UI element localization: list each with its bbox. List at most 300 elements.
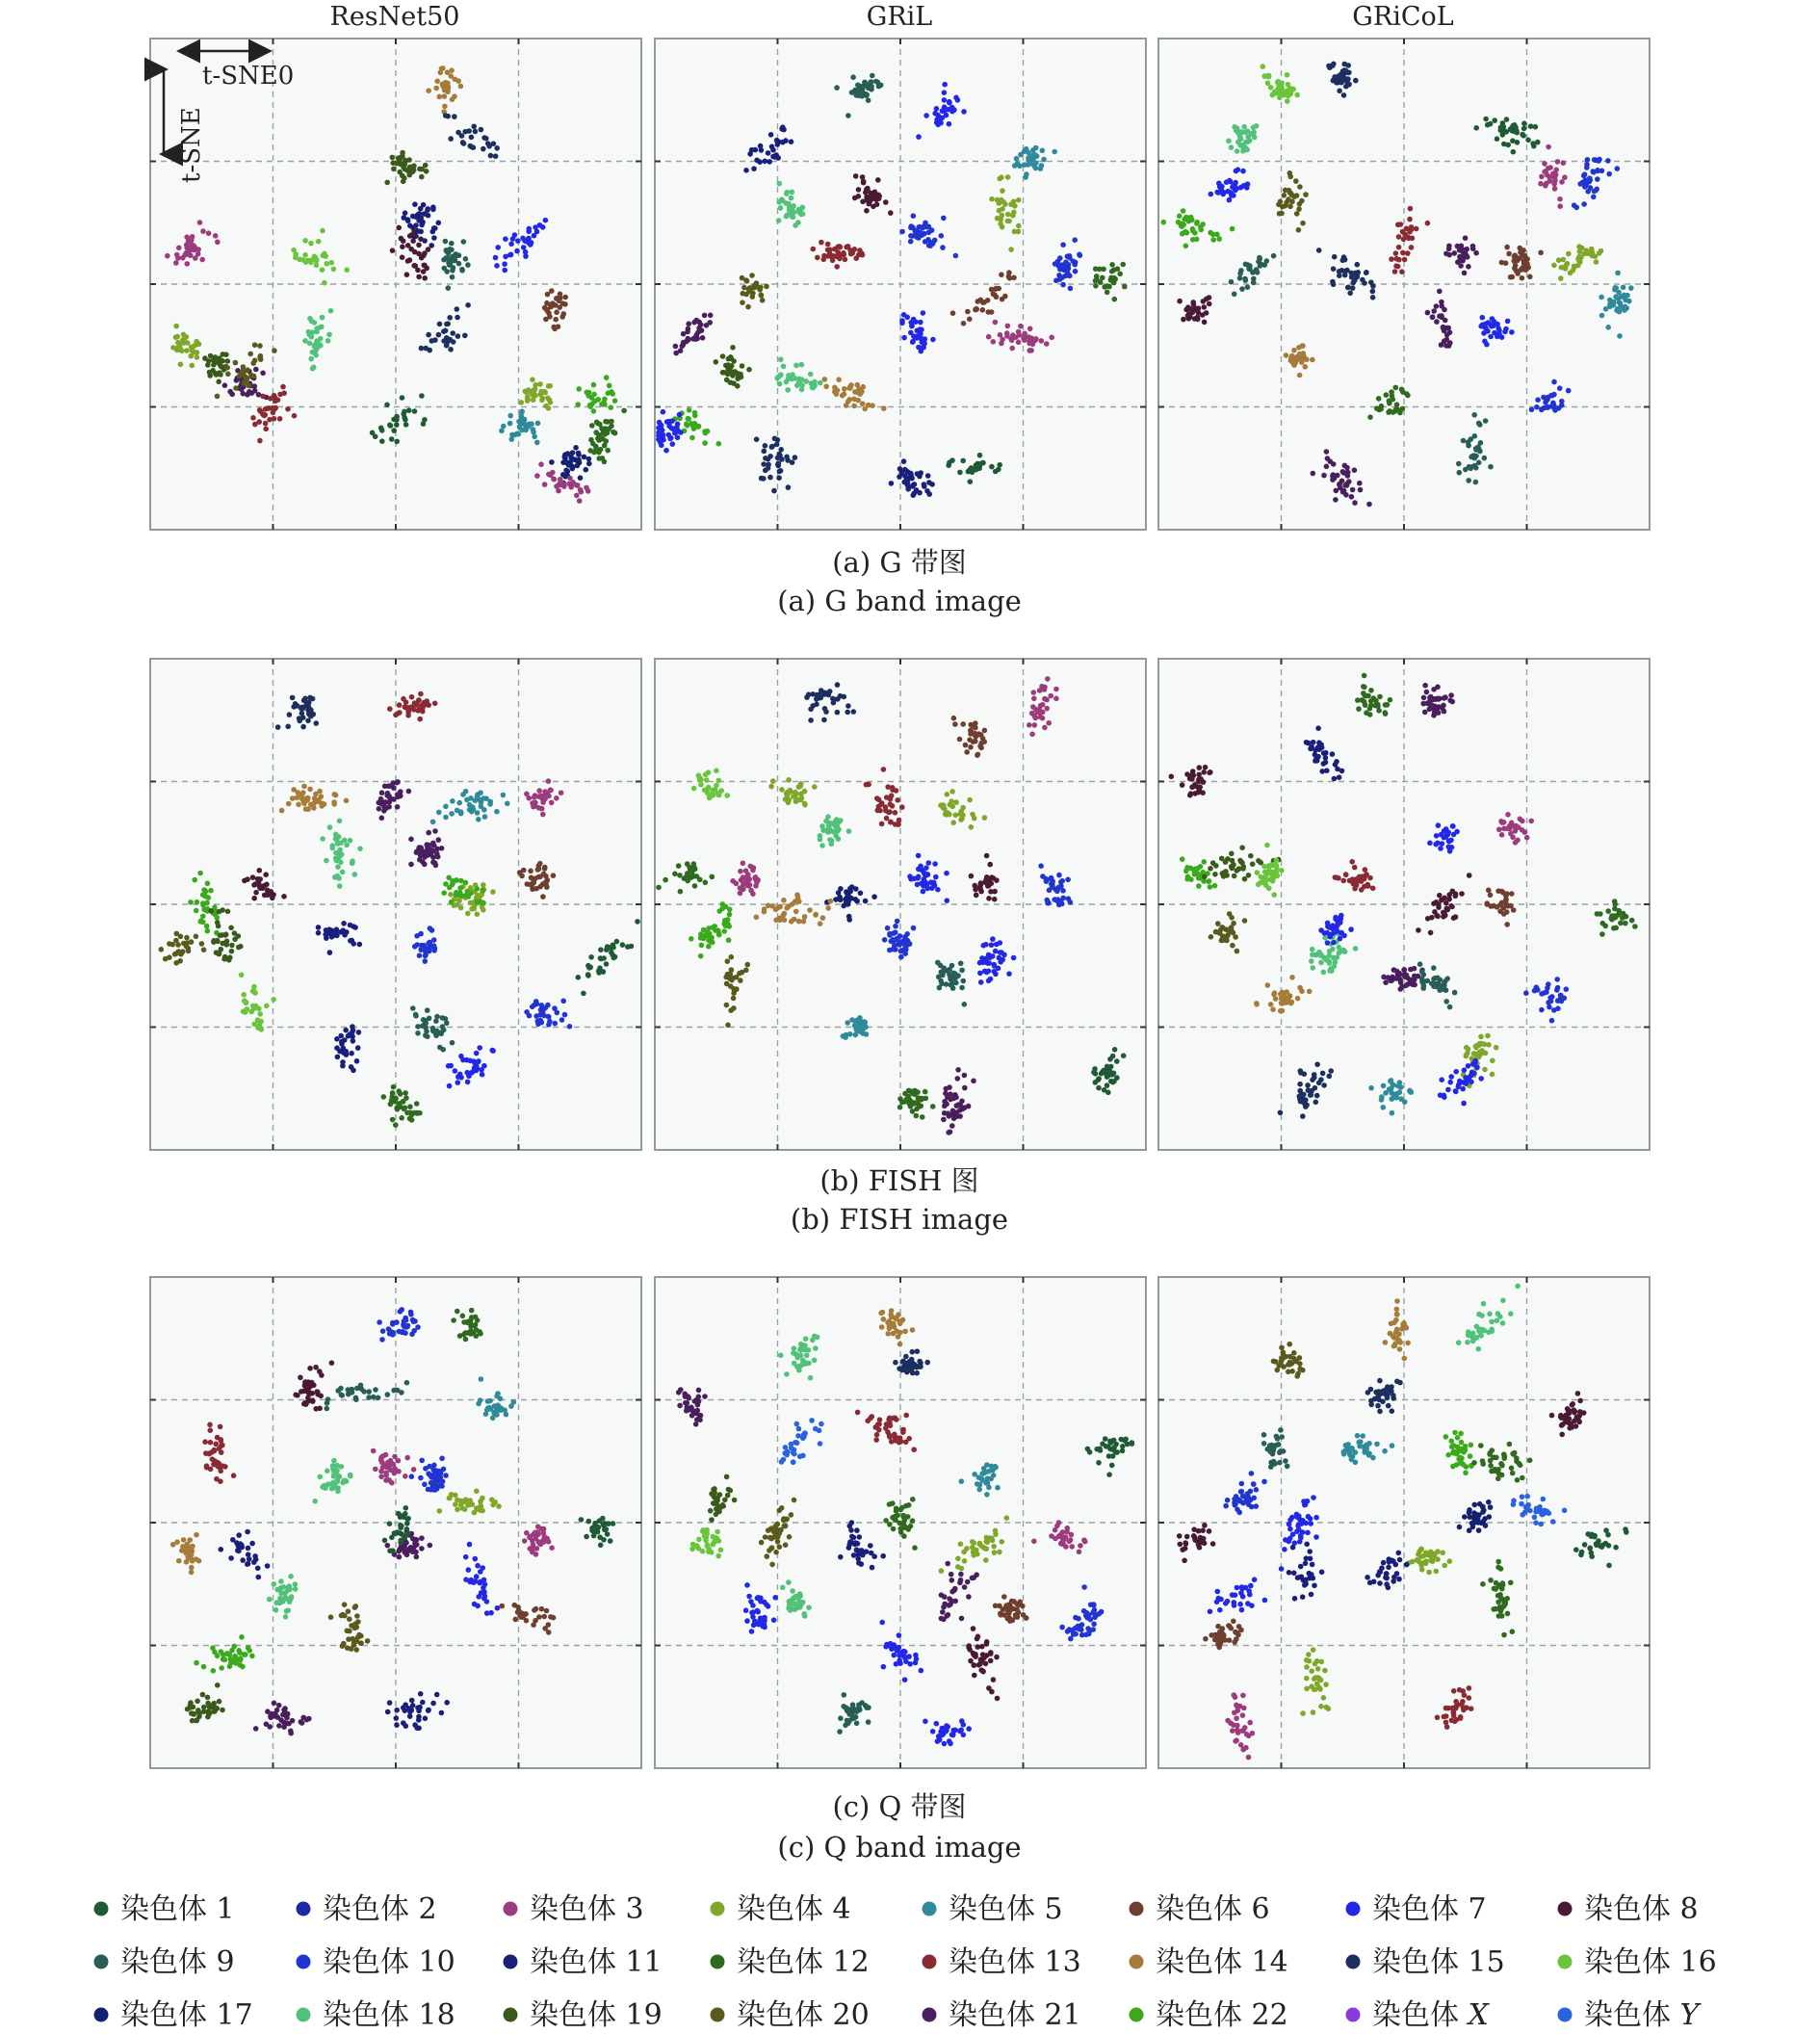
scatter-point xyxy=(925,473,931,479)
scatter-point xyxy=(1112,297,1118,302)
scatter-point xyxy=(1120,262,1126,268)
scatter-point xyxy=(507,421,513,427)
scatter-point xyxy=(1068,286,1074,292)
scatter-point xyxy=(1219,184,1225,190)
scatter-point xyxy=(1229,193,1235,198)
scatter-point xyxy=(339,1393,345,1398)
scatter-point xyxy=(1177,299,1183,304)
scatter-point xyxy=(181,340,187,346)
scatter-point xyxy=(1478,1034,1484,1040)
scatter-point xyxy=(1298,352,1304,357)
scatter-point xyxy=(720,370,726,376)
scatter-point xyxy=(1492,319,1497,325)
scatter-point xyxy=(469,135,475,141)
scatter-point xyxy=(1478,1076,1484,1082)
scatter-point xyxy=(543,404,549,409)
scatter-point xyxy=(1557,196,1563,202)
scatter-point xyxy=(1296,206,1302,212)
scatter-point xyxy=(437,322,443,327)
scatter-point xyxy=(1297,1082,1303,1087)
scatter-point xyxy=(324,858,329,864)
scatter-point xyxy=(207,370,213,376)
column-title-gril: GRiL xyxy=(866,2,933,32)
scatter-point xyxy=(1318,927,1324,933)
scatter-point xyxy=(1439,303,1444,309)
scatter-point xyxy=(316,925,322,930)
scatter-point xyxy=(512,432,518,438)
scatter-point xyxy=(1105,1074,1110,1080)
scatter-point xyxy=(174,348,180,353)
scatter-point xyxy=(1314,1061,1320,1067)
scatter-point xyxy=(1314,1093,1320,1099)
scatter-point xyxy=(1246,873,1252,878)
scatter-point xyxy=(311,1383,317,1389)
scatter-point xyxy=(450,798,455,804)
scatter-point xyxy=(390,1330,396,1336)
scatter-point xyxy=(902,951,908,956)
scatter-point xyxy=(782,917,788,923)
scatter-point xyxy=(487,799,493,805)
scatter-point xyxy=(303,1401,309,1407)
scatter-point xyxy=(1060,888,1066,894)
scatter-point xyxy=(528,869,533,874)
scatter-point xyxy=(1022,331,1027,337)
scatter-point xyxy=(308,241,314,247)
scatter-point xyxy=(1524,266,1530,272)
scatter-point xyxy=(857,84,863,90)
scatter-point xyxy=(947,1113,952,1119)
scatter-point xyxy=(789,139,794,144)
scatter-point xyxy=(1011,199,1017,205)
scatter-point xyxy=(768,784,774,790)
scatter-point xyxy=(1270,92,1276,98)
scatter-point xyxy=(726,362,732,368)
scatter-point xyxy=(720,901,726,907)
scatter-point xyxy=(702,313,708,319)
scatter-point xyxy=(1029,732,1035,738)
scatter-point xyxy=(1053,687,1059,692)
scatter-point xyxy=(1331,472,1337,478)
scatter-point xyxy=(807,907,813,913)
scatter-point xyxy=(670,426,676,431)
scatter-point xyxy=(328,308,334,314)
scatter-point xyxy=(461,239,467,245)
scatter-point xyxy=(1254,1001,1260,1006)
scatter-point xyxy=(1309,958,1314,964)
scatter-point xyxy=(953,813,959,819)
scatter-point xyxy=(698,953,704,959)
scatter-point xyxy=(612,398,618,404)
scatter-point xyxy=(609,950,614,955)
scatter-point xyxy=(1031,696,1037,702)
scatter-point xyxy=(521,245,527,250)
scatter-point xyxy=(1318,1077,1324,1082)
scatter-point xyxy=(686,321,691,326)
scatter-point xyxy=(1443,978,1448,984)
scatter-point xyxy=(1291,362,1297,368)
scatter-point xyxy=(796,377,802,382)
scatter-point xyxy=(490,889,496,895)
scatter-point xyxy=(217,909,222,915)
scatter-point xyxy=(864,1031,870,1037)
scatter-point xyxy=(1443,826,1449,832)
scatter-point xyxy=(1615,271,1621,276)
scatter-point xyxy=(408,837,414,843)
scatter-point xyxy=(845,399,851,404)
scatter-point xyxy=(525,398,531,404)
scatter-point xyxy=(208,1427,214,1433)
scatter-point xyxy=(432,337,438,343)
scatter-point xyxy=(890,787,896,793)
scatter-point xyxy=(198,919,204,925)
scatter-point xyxy=(530,377,535,382)
scatter-point xyxy=(762,449,767,455)
scatter-point xyxy=(243,374,248,379)
scatter-point xyxy=(920,1114,925,1120)
scatter-point xyxy=(1005,212,1011,218)
scatter-point xyxy=(775,463,781,469)
scatter-point xyxy=(1323,750,1329,756)
scatter-point xyxy=(686,416,691,422)
scatter-point xyxy=(969,824,975,830)
scatter-point xyxy=(673,344,679,350)
scatter-point xyxy=(982,969,988,975)
scatter-point xyxy=(1009,346,1015,352)
scatter-point xyxy=(1503,326,1509,332)
scatter-point xyxy=(576,452,582,457)
scatter-point xyxy=(458,84,464,90)
scatter-point xyxy=(424,698,429,704)
scatter-point xyxy=(340,1059,346,1065)
scatter-point xyxy=(1109,262,1115,268)
scatter-point xyxy=(553,317,559,323)
scatter-point xyxy=(1321,473,1327,479)
scatter-point xyxy=(469,1308,475,1314)
scatter-point xyxy=(265,405,271,411)
scatter-point xyxy=(716,441,722,447)
scatter-point xyxy=(560,999,566,1004)
scatter-point xyxy=(668,435,674,441)
scatter-point xyxy=(1481,330,1487,336)
scatter-point xyxy=(870,403,875,408)
scatter-point xyxy=(267,417,273,423)
scatter-point xyxy=(1204,310,1209,316)
scatter-point xyxy=(348,923,353,928)
scatter-point xyxy=(1522,253,1528,259)
scatter-point xyxy=(1549,1018,1555,1024)
scatter-point xyxy=(1356,270,1362,275)
scatter-point xyxy=(774,442,780,448)
scatter-point xyxy=(585,390,590,396)
scatter-point xyxy=(302,238,308,244)
scatter-point xyxy=(418,236,424,242)
scatter-point xyxy=(465,262,471,268)
scatter-point xyxy=(1595,176,1600,182)
scatter-point xyxy=(403,704,408,710)
scatter-point xyxy=(1504,129,1510,135)
scatter-point xyxy=(566,482,572,487)
scatter-point xyxy=(197,220,203,225)
scatter-point xyxy=(729,356,735,362)
scatter-point xyxy=(476,1058,481,1064)
scatter-point xyxy=(1042,725,1048,731)
scatter-point xyxy=(776,452,782,457)
scatter-point xyxy=(1189,776,1195,782)
scatter-point xyxy=(1363,867,1368,873)
scatter-point xyxy=(962,1002,968,1007)
scatter-point xyxy=(533,803,538,809)
scatter-point xyxy=(754,436,760,442)
scatter-point xyxy=(1066,266,1072,272)
scatter-point xyxy=(463,256,469,262)
scatter-point xyxy=(609,404,614,410)
scatter-point xyxy=(716,931,722,937)
scatter-point xyxy=(1395,264,1401,270)
scatter-point xyxy=(1033,707,1039,713)
scatter-point xyxy=(1381,1105,1387,1110)
scatter-point xyxy=(484,1407,490,1413)
scatter-point xyxy=(1406,236,1412,242)
scatter-point xyxy=(258,1019,264,1025)
scatter-point xyxy=(858,891,864,897)
scatter-point xyxy=(923,113,929,118)
scatter-point xyxy=(1185,874,1191,880)
scatter-point xyxy=(621,408,627,414)
scatter-point xyxy=(257,884,263,890)
scatter-point xyxy=(1310,357,1315,363)
scatter-point xyxy=(1612,901,1618,907)
scatter-point xyxy=(1337,273,1342,278)
scatter-point xyxy=(319,794,325,799)
scatter-point xyxy=(1504,922,1510,927)
scatter-point xyxy=(263,872,269,877)
scatter-point xyxy=(1348,926,1354,932)
scatter-point xyxy=(1412,974,1417,979)
scatter-point xyxy=(1485,1033,1491,1039)
scatter-point xyxy=(731,996,737,1002)
scatter-point xyxy=(841,903,846,909)
scatter-point xyxy=(384,403,390,408)
scatter-point xyxy=(427,1016,432,1022)
scatter-point xyxy=(1239,286,1245,292)
scatter-point xyxy=(1501,124,1507,130)
scatter-point xyxy=(302,338,308,344)
scatter-point xyxy=(1208,884,1213,890)
scatter-point xyxy=(801,919,807,925)
scatter-point xyxy=(415,1324,421,1330)
scatter-point xyxy=(784,191,790,196)
scatter-point xyxy=(1203,765,1209,770)
scatter-point xyxy=(1433,842,1439,848)
scatter-point xyxy=(1283,188,1288,194)
scatter-point xyxy=(252,422,258,428)
scatter-point xyxy=(1197,765,1203,770)
scatter-point xyxy=(327,824,333,830)
scatter-point xyxy=(247,383,252,389)
scatter-point xyxy=(875,177,881,183)
scatter-point xyxy=(502,268,507,274)
scatter-point xyxy=(410,238,416,244)
scatter-point xyxy=(1626,299,1632,304)
scatter-point xyxy=(779,787,785,793)
scatter-point xyxy=(1599,931,1605,937)
scatter-point xyxy=(1289,975,1295,980)
scatter-point xyxy=(1632,924,1638,929)
scatter-point xyxy=(989,942,995,948)
scatter-point xyxy=(215,240,221,246)
scatter-point xyxy=(481,882,486,888)
scatter-point xyxy=(551,325,557,330)
scatter-point xyxy=(421,1017,427,1023)
scatter-point xyxy=(461,1332,467,1338)
scatter-point xyxy=(745,962,751,968)
scatter-point xyxy=(999,174,1004,180)
scatter-point xyxy=(1177,214,1183,220)
scatter-point xyxy=(1341,256,1347,262)
scatter-point xyxy=(1115,266,1121,272)
scatter-point xyxy=(978,979,984,985)
scatter-point xyxy=(1515,838,1521,844)
scatter-point xyxy=(949,789,955,795)
scatter-point xyxy=(481,907,486,913)
scatter-point xyxy=(942,97,948,103)
scatter-point xyxy=(1442,338,1447,344)
scatter-point xyxy=(403,699,409,705)
scatter-point xyxy=(305,806,311,812)
scatter-point xyxy=(311,365,317,371)
scatter-point xyxy=(327,950,333,955)
scatter-point xyxy=(1333,874,1339,880)
scatter-point xyxy=(431,943,437,949)
scatter-point xyxy=(1304,357,1310,363)
scatter-point xyxy=(876,797,882,803)
scatter-point xyxy=(560,300,566,306)
scatter-point xyxy=(1367,414,1373,420)
scatter-point xyxy=(501,424,507,430)
scatter-point xyxy=(799,362,805,368)
scatter-point xyxy=(923,1089,928,1095)
scatter-point xyxy=(323,932,328,938)
scatter-point xyxy=(1466,1063,1471,1069)
scatter-point xyxy=(573,445,579,451)
scatter-point xyxy=(986,952,992,958)
scatter-point xyxy=(916,235,922,241)
scatter-point xyxy=(1309,1088,1314,1094)
scatter-point xyxy=(534,229,540,235)
scatter-point xyxy=(994,286,1000,292)
scatter-point xyxy=(218,1478,223,1484)
scatter-point xyxy=(1521,248,1526,253)
scatter-point xyxy=(537,222,543,228)
scatter-point xyxy=(217,951,222,956)
scatter-point xyxy=(444,248,450,254)
scatter-point xyxy=(559,314,565,320)
scatter-point xyxy=(977,743,983,749)
scatter-point xyxy=(318,343,324,349)
scatter-point xyxy=(533,999,539,1004)
scatter-point xyxy=(1232,874,1237,879)
scatter-point xyxy=(1191,301,1197,307)
scatter-point xyxy=(967,317,973,323)
scatter-point xyxy=(579,489,585,495)
scatter-point xyxy=(213,354,219,360)
scatter-point xyxy=(1510,128,1516,134)
scatter-point xyxy=(558,292,563,298)
scatter-point xyxy=(836,890,842,896)
scatter-point xyxy=(990,936,996,942)
scatter-point xyxy=(546,778,552,784)
scatter-point xyxy=(942,82,948,88)
scatter-point xyxy=(1311,965,1316,971)
scatter-point xyxy=(1605,325,1611,330)
scatter-point xyxy=(897,1105,903,1110)
scatter-point xyxy=(1240,169,1246,174)
scatter-point xyxy=(1229,851,1235,857)
scatter-point xyxy=(1235,949,1240,954)
scatter-point xyxy=(1535,397,1541,403)
scatter-point xyxy=(745,304,751,310)
scatter-point xyxy=(1615,166,1621,171)
scatter-point xyxy=(1496,327,1502,333)
scatter-point xyxy=(939,233,945,239)
scatter-point xyxy=(473,129,479,135)
scatter-point xyxy=(846,385,852,391)
scatter-point xyxy=(1180,856,1185,862)
scatter-point xyxy=(454,890,459,896)
scatter-point xyxy=(192,350,197,355)
scatter-point xyxy=(590,441,596,447)
scatter-point xyxy=(796,899,802,904)
scatter-point xyxy=(545,1003,551,1008)
scatter-point xyxy=(300,724,306,730)
scatter-point xyxy=(1442,911,1447,917)
scatter-point xyxy=(1053,887,1058,893)
scatter-point xyxy=(730,878,736,884)
scatter-point xyxy=(184,940,190,946)
scatter-point xyxy=(530,1004,535,1010)
scatter-point xyxy=(960,458,966,464)
scatter-point xyxy=(918,470,923,476)
scatter-point xyxy=(741,291,746,297)
scatter-point xyxy=(486,143,492,149)
scatter-point xyxy=(1505,812,1511,818)
scatter-point xyxy=(469,144,475,150)
scatter-point xyxy=(934,106,940,112)
scatter-point xyxy=(1565,261,1571,267)
scatter-point xyxy=(338,1033,344,1039)
scatter-point xyxy=(1471,1071,1477,1077)
scatter-point xyxy=(930,337,936,343)
scatter-point xyxy=(462,333,468,339)
scatter-point xyxy=(542,866,548,872)
scatter-point xyxy=(1318,952,1324,958)
scatter-point xyxy=(1559,179,1565,185)
scatter-point xyxy=(455,1080,461,1085)
scatter-point xyxy=(436,221,442,226)
scatter-point xyxy=(394,422,400,428)
scatter-point xyxy=(944,871,949,876)
scatter-point xyxy=(791,794,796,799)
scatter-point xyxy=(1428,930,1434,936)
scatter-point xyxy=(533,386,538,392)
scatter-point xyxy=(1299,357,1305,363)
scatter-point xyxy=(538,1007,544,1013)
scatter-point xyxy=(1508,274,1514,280)
scatter-point xyxy=(404,272,410,277)
scatter-point xyxy=(1535,140,1541,145)
scatter-point xyxy=(1039,684,1045,690)
scatter-point xyxy=(1599,313,1605,319)
